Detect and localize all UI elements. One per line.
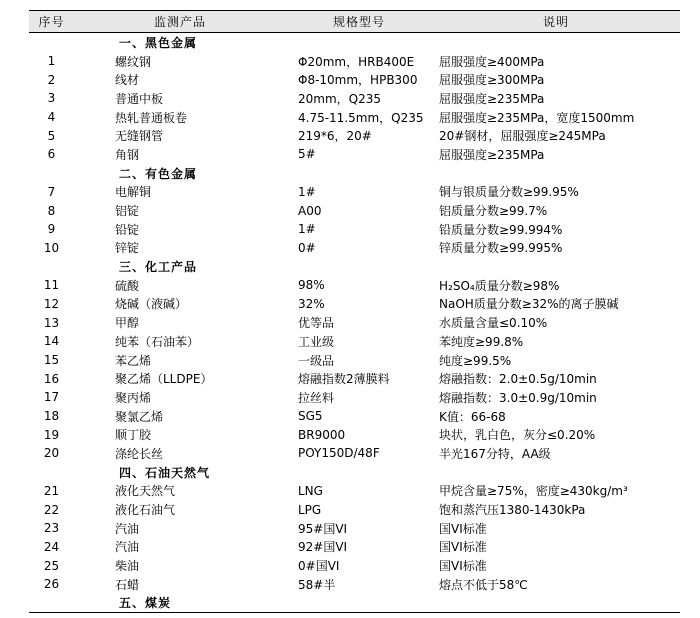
row-no: 14 (43, 334, 60, 349)
row-note: 国VI标准 (439, 559, 487, 574)
row-product: 纯苯（石油苯） (115, 334, 200, 349)
category-row (29, 257, 680, 276)
row-spec: 219*6，20# (298, 129, 372, 144)
row-spec: Φ8-10mm，HPB300 (298, 73, 418, 88)
row-product: 热轧普通板卷 (115, 110, 188, 125)
category-title: 二、有色金属 (119, 166, 198, 181)
row-note: 半光167分特，AA级 (439, 446, 551, 461)
table-row (29, 145, 680, 164)
row-no: 20 (43, 446, 60, 461)
table-row (29, 369, 680, 388)
row-note: 屈服强度≥235MPa (439, 91, 545, 106)
table-row (29, 407, 680, 426)
row-spec: BR9000 (298, 427, 346, 442)
category-row (29, 164, 680, 183)
row-product: 聚氯乙烯 (115, 409, 164, 424)
header-no: 序号 (29, 11, 74, 33)
header-note: 说明 (432, 11, 680, 33)
price-monitoring-table (29, 10, 680, 613)
row-spec: 1# (298, 184, 316, 199)
row-product: 甲醇 (115, 316, 140, 331)
table-row (29, 332, 680, 351)
row-no: 5 (47, 128, 56, 143)
row-no: 3 (47, 91, 56, 106)
row-no: 19 (43, 427, 60, 442)
row-spec: SG5 (298, 409, 323, 424)
row-spec: 20mm，Q235 (298, 91, 381, 106)
row-no: 22 (43, 502, 60, 517)
row-product: 铅锭 (115, 222, 140, 237)
row-spec: LPG (298, 502, 322, 517)
table-row (29, 239, 680, 258)
row-note: 屈服强度≥235MPa，宽度1500mm (439, 110, 635, 125)
row-product: 聚乙烯（LLDPE） (115, 372, 213, 387)
row-no: 21 (43, 483, 60, 498)
row-note: 甲烷含量≥75%，密度≥430kg/m³ (439, 484, 628, 499)
row-note: 国VI标准 (439, 540, 487, 555)
row-spec: 0# (298, 240, 316, 255)
row-note: 熔融指数：3.0±0.9g/10min (439, 390, 597, 405)
row-spec: 1# (298, 222, 316, 237)
data-table (29, 10, 680, 613)
category-title: 一、黑色金属 (119, 35, 198, 50)
row-spec: 5# (298, 147, 316, 162)
row-no: 6 (47, 147, 56, 162)
row-no: 13 (43, 315, 60, 330)
row-no: 11 (43, 278, 60, 293)
row-no: 26 (43, 577, 60, 592)
row-product: 苯乙烯 (115, 353, 152, 368)
category-title: 五、煤炭 (74, 594, 680, 613)
row-no: 16 (43, 371, 60, 386)
row-spec: 拉丝料 (298, 390, 335, 405)
row-no: 25 (43, 558, 60, 573)
row-product: 涤纶长丝 (115, 446, 164, 461)
row-no: 17 (43, 390, 60, 405)
row-note: 熔融指数：2.0±0.5g/10min (439, 372, 597, 387)
row-product: 铝锭 (115, 204, 140, 219)
row-note: 块状，乳白色，灰分≤0.20% (439, 428, 596, 443)
row-product: 石蜡 (115, 577, 140, 592)
table-row (29, 108, 680, 127)
table-row (29, 70, 680, 89)
row-no: 12 (43, 296, 60, 311)
row-product: 线材 (115, 73, 140, 88)
row-spec: 95#国VI (298, 521, 348, 536)
row-note: 屈服强度≥235MPa (439, 147, 545, 162)
table-row (29, 575, 680, 594)
row-no: 24 (43, 539, 60, 554)
category-title: 四、石油天然气 (119, 465, 211, 480)
table-row (29, 444, 680, 463)
row-note: 屈服强度≥400MPa (439, 54, 545, 69)
row-product: 汽油 (115, 540, 140, 555)
table-row (29, 388, 680, 407)
row-spec: 4.75-11.5mm，Q235 (298, 110, 424, 125)
header-product: 监测产品 (74, 11, 286, 33)
row-product: 柴油 (115, 559, 140, 574)
category-title: 三、化工产品 (119, 260, 198, 275)
row-no: 18 (43, 409, 60, 424)
table-row (29, 183, 680, 202)
header-spec: 规格型号 (286, 11, 432, 33)
row-no: 2 (47, 72, 56, 87)
category-row (29, 594, 680, 613)
row-note: 屈服强度≥300MPa (439, 73, 545, 88)
row-note: K值：66-68 (439, 409, 506, 424)
row-product: 汽油 (115, 521, 140, 536)
row-no: 4 (47, 110, 56, 125)
row-spec: 熔融指数2薄膜料 (298, 372, 390, 387)
table-row (29, 89, 680, 108)
row-note: 铜与银质量分数≥99.95% (439, 185, 579, 200)
row-note: 水质量含量≤0.10% (439, 316, 548, 331)
row-product: 聚丙烯 (115, 390, 152, 405)
row-product: 电解铜 (115, 185, 152, 200)
row-no: 10 (43, 240, 60, 255)
row-note: 熔点不低于58℃ (439, 577, 528, 592)
table-row (29, 313, 680, 332)
row-spec: A00 (298, 203, 322, 218)
row-product: 液化石油气 (115, 503, 176, 518)
row-note: H₂SO₄质量分数≥98% (439, 278, 560, 293)
row-note: 国VI标准 (439, 521, 487, 536)
row-product: 无缝钢管 (115, 129, 164, 144)
row-product: 锌锭 (115, 241, 140, 256)
row-note: NaOH质量分数≥32%的离子膜碱 (439, 297, 619, 312)
row-no: 15 (43, 353, 60, 368)
table-row (29, 201, 680, 220)
row-note: 锌质量分数≥99.995% (439, 241, 563, 256)
table-row (29, 425, 680, 444)
row-spec: 92#国VI (298, 540, 348, 555)
table-row (29, 351, 680, 370)
row-spec: 98% (298, 278, 325, 293)
row-no: 7 (47, 184, 56, 199)
row-product: 螺纹钢 (115, 54, 152, 69)
row-note: 纯度≥99.5% (439, 353, 512, 368)
row-product: 液化天然气 (115, 484, 176, 499)
row-spec: 0#国VI (298, 559, 340, 574)
row-no: 9 (47, 222, 56, 237)
table-row (29, 126, 680, 145)
table-row (29, 276, 680, 295)
row-note: 饱和蒸汽压1380-1430kPa (439, 503, 586, 518)
row-spec: 58#半 (298, 577, 336, 592)
table-row (29, 500, 680, 519)
table-row (29, 220, 680, 239)
table-row (29, 295, 680, 314)
row-product: 角钢 (115, 147, 140, 162)
row-no: 1 (47, 54, 56, 69)
row-product: 顺丁胶 (115, 428, 152, 443)
row-spec: Φ20mm，HRB400E (298, 54, 415, 69)
table-row (29, 52, 680, 71)
table-row (29, 482, 680, 501)
row-note: 铝质量分数≥99.7% (439, 204, 548, 219)
row-spec: LNG (298, 483, 323, 498)
row-note: 铅质量分数≥99.994% (439, 222, 563, 237)
row-spec: 一级品 (298, 353, 335, 368)
table-row (29, 519, 680, 538)
category-row (29, 33, 680, 52)
row-product: 普通中板 (115, 91, 164, 106)
row-product: 硫酸 (115, 278, 140, 293)
row-no: 23 (43, 521, 60, 536)
table-row (29, 538, 680, 557)
row-spec: 工业级 (298, 334, 335, 349)
category-row (29, 463, 680, 482)
table-body (29, 33, 680, 613)
row-note: 苯纯度≥99.8% (439, 334, 524, 349)
header-row (29, 11, 680, 33)
row-no: 8 (47, 203, 56, 218)
row-spec: POY150D/48F (298, 446, 380, 461)
table-row (29, 556, 680, 575)
row-note: 20#钢材，屈服强度≥245MPa (439, 129, 606, 144)
table-header (29, 11, 680, 33)
row-spec: 32% (298, 296, 325, 311)
row-spec: 优等品 (298, 316, 335, 331)
row-product: 烧碱（液碱） (115, 297, 188, 312)
